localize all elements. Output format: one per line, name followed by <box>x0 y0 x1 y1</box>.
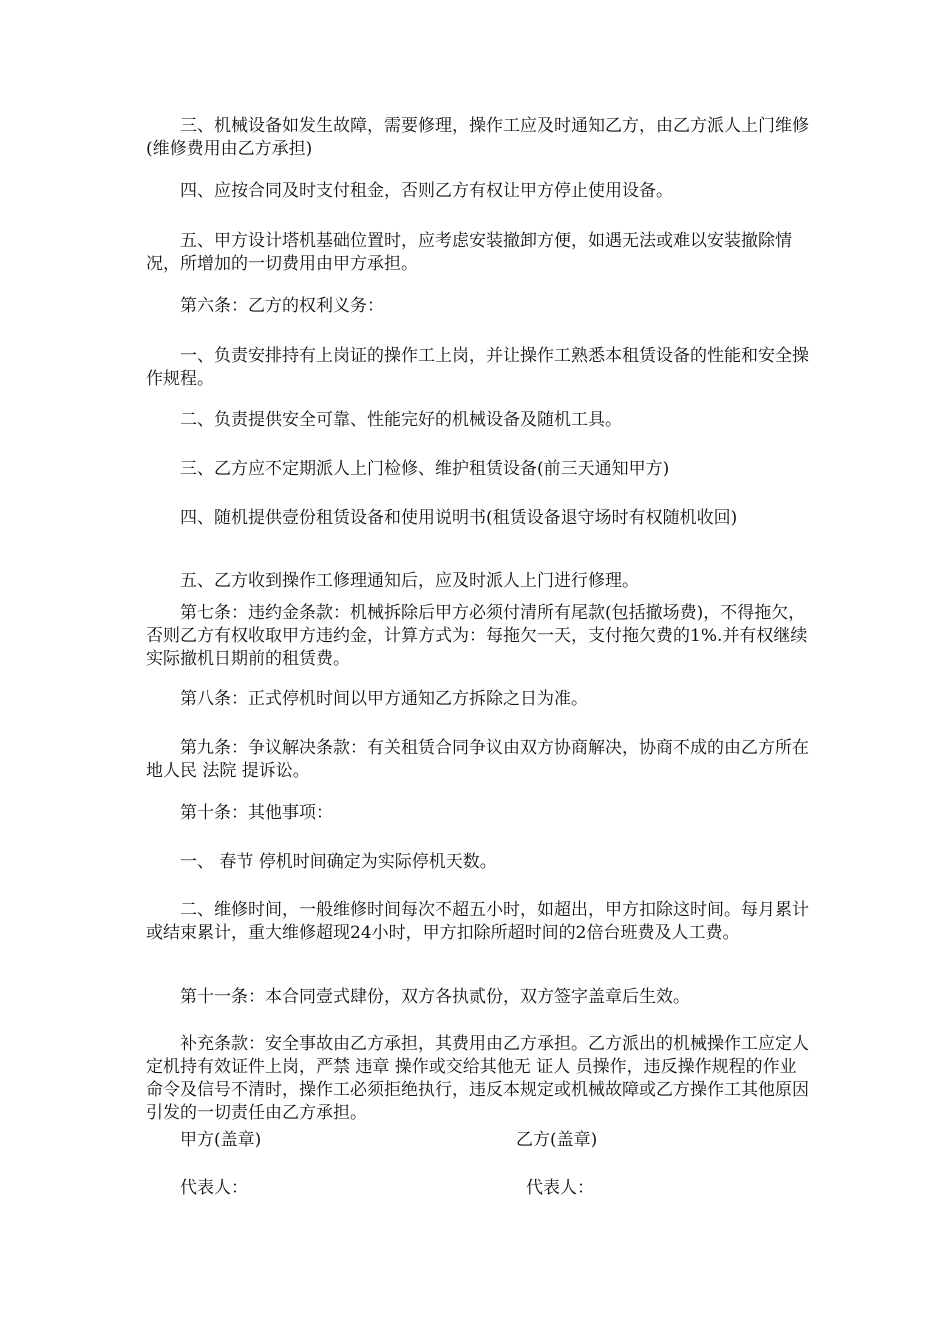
clause-certified-operator: 一、负责安排持有上岗证的操作工上岗，并让操作工熟悉本租赁设备的性能和安全操作规程。 <box>146 346 809 389</box>
clause-repair-time: 二、维修时间，一般维修时间每次不超五小时，如超出，甲方扣除这时间。每月累计或结束累计，重大维修超现24小时，甲方扣除所超时间的2倍台班费及人工费。 <box>146 900 809 943</box>
article-6-heading: 第六条：乙方的权利义务： <box>180 296 384 316</box>
party-b-seal-label: 乙方(盖章) <box>516 1130 598 1150</box>
article-9-dispute: 第九条：争议解决条款：有关租赁合同争议由双方协商解决，协商不成的由乙方所在地人民 法院 提诉讼。 <box>146 738 809 781</box>
clause-spring-festival: 一、 春节 停机时间确定为实际停机天数。 <box>180 852 497 872</box>
clause-maintenance: 三、乙方应不定期派人上门检修、维护租赁设备(前三天通知甲方) <box>180 459 670 479</box>
party-a-representative-label: 代表人： <box>180 1178 248 1198</box>
clause-equipment-tools: 二、负责提供安全可靠、性能完好的机械设备及随机工具。 <box>180 410 622 430</box>
clause-rent-payment: 四、应按合同及时支付租金，否则乙方有权让甲方停止使用设备。 <box>180 181 673 201</box>
party-a-seal-label: 甲方(盖章) <box>180 1130 262 1150</box>
article-8-shutdown: 第八条：正式停机时间以甲方通知乙方拆除之日为准。 <box>180 689 588 709</box>
clause-timely-repair: 五、乙方收到操作工修理通知后，应及时派人上门进行修理。 <box>180 571 639 591</box>
clause-manual: 四、随机提供壹份租赁设备和使用说明书(租赁设备退守场时有权随机收回) <box>180 508 738 528</box>
supplementary-clause: 补充条款：安全事故由乙方承担，其费用由乙方承担。乙方派出的机械操作工应定人定机持有效证件上岗，严禁 违章 操作或交给其他无 证人 员操作，违反操作规程的作业命令及信号不清时，操作工必须拒绝执行，违反本规定或机械故障或乙方操作工其他原因引发的一切责任由乙方承担。 <box>146 1034 809 1123</box>
article-10-heading: 第十条：其他事项： <box>180 803 333 823</box>
article-11-copies: 第十一条：本合同壹式肆份，双方各执贰份，双方签字盖章后生效。 <box>180 987 690 1007</box>
article-7-penalty: 第七条：违约金条款：机械拆除后甲方必须付清所有尾款(包括撤场费)，不得拖欠，否则乙方有权收取甲方违约金，计算方式为：每拖欠一天，支付拖欠费的1%.并有权继续实际撤机日期前的租赁费。 <box>146 603 808 669</box>
clause-repair-notice: 三、机械设备如发生故障，需要修理，操作工应及时通知乙方，由乙方派人上门维修(维修费用由乙方承担) <box>146 116 809 159</box>
party-b-representative-label: 代表人： <box>526 1178 594 1198</box>
clause-tower-foundation: 五、甲方设计塔机基础位置时，应考虑安装撤卸方便，如遇无法或难以安装撤除情况，所增加的一切费用由甲方承担。 <box>146 231 792 274</box>
